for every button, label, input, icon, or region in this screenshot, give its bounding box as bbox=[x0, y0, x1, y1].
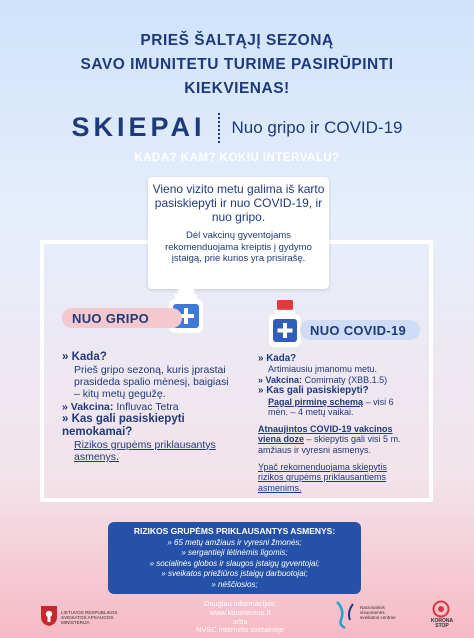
footer-info bbox=[190, 600, 290, 635]
risk-groups-box bbox=[108, 522, 361, 594]
chevron-icon: » bbox=[62, 412, 69, 425]
chevron-icon: » bbox=[258, 374, 264, 385]
updated-vaccine-text: – skiepytis gali visi 5 m. amžiaus ir vyresni asmenys. bbox=[258, 434, 401, 455]
flu-vaccine-label: Vakcina: bbox=[70, 400, 114, 413]
covid-details bbox=[258, 353, 413, 493]
flu-who-heading: Kas gali pasiskiepyti nemokamai? bbox=[62, 412, 185, 438]
ministry-name: LIETUVOS RESPUBLIKOS SVEIKATOS APSAUGOS MINISTERIJA bbox=[61, 610, 118, 626]
chevron-icon: » bbox=[258, 353, 264, 364]
risk-group-item: » sergantieji lėtinėmis ligomis; bbox=[181, 548, 288, 557]
covid-section-label: NUO COVID-19 bbox=[300, 320, 420, 340]
flu-details bbox=[62, 351, 234, 463]
updated-vaccine-link[interactable]: Atnaujintos COVID-19 vakcinos viena doze bbox=[258, 423, 393, 445]
risk-group-item: » socialinės globos ir slaugos įstaigų gyventojai; bbox=[149, 558, 320, 568]
title-line-3: KIEKVIENAS! bbox=[184, 80, 290, 97]
korona-stop-name: KORONA STOP bbox=[430, 618, 454, 630]
info-card bbox=[148, 177, 329, 289]
covid-vaccine-vial-icon bbox=[265, 298, 305, 348]
risk-groups-title: RIZIKOS GRUPĖMS PRIKLAUSANTYS ASMENYS: bbox=[133, 526, 336, 536]
nvsc-logo bbox=[333, 600, 357, 630]
hero-subtitle: Nuo gripo ir COVID-19 bbox=[231, 117, 403, 137]
primary-schedule-link[interactable]: Pagal pirminę schemą bbox=[268, 396, 364, 407]
footer-line-1: Daugiau informacijos: bbox=[203, 599, 277, 608]
chevron-icon: » bbox=[62, 351, 69, 363]
hero bbox=[0, 112, 474, 143]
korona-stop-logo bbox=[432, 600, 450, 618]
footer-website-link[interactable]: www.koronastop.lt bbox=[209, 607, 271, 617]
chevron-icon: » bbox=[62, 400, 68, 413]
flu-who-link[interactable]: Rizikos grupėms priklausantys asmenys. bbox=[74, 438, 216, 464]
ministry-coat-of-arms-logo bbox=[40, 605, 58, 627]
covid-who-heading: Kas gali pasiskiepyti? bbox=[266, 385, 369, 397]
flu-vaccine-value: Influvac Tetra bbox=[116, 400, 179, 413]
hero-title: SKIEPAI bbox=[71, 112, 206, 142]
covid-vaccine-label: Vakcina: bbox=[265, 374, 303, 385]
risk-group-item: » nėščiosios; bbox=[211, 579, 258, 589]
info-card-main: Vieno vizito metu galima iš karto pasiskiepyti ir nuo COVID-19, ir nuo gripo. bbox=[152, 182, 325, 224]
title-line-2: SAVO IMUNITETU TURIME PASIRŪPINTI bbox=[80, 56, 394, 73]
footer-line-4: NVSC interneto svetainėje bbox=[196, 625, 284, 635]
flu-when-heading: Kada? bbox=[71, 351, 107, 363]
questions-banner: KADA? KAM? KOKIU INTERVALU? bbox=[134, 152, 340, 164]
hero-divider bbox=[218, 113, 220, 143]
nvsc-name: Nacionalinis visuomenės sveikatos centras bbox=[360, 605, 396, 621]
info-card-note: Dėl vakcinų gyventojams rekomenduojama kreiptis į gydymo įstaigą, prie kurios yra prisirašę. bbox=[165, 230, 312, 264]
footer-line-3: arba bbox=[232, 616, 248, 626]
chevron-icon: » bbox=[258, 385, 264, 397]
risk-group-item: » sveikatos priežiūros įstaigų darbuotojai; bbox=[161, 569, 308, 578]
title-line-1: PRIEŠ ŠALTĄJĮ SEZONĄ bbox=[140, 32, 334, 49]
flu-section-label: NUO GRIPO bbox=[62, 308, 182, 328]
covid-when-text: Artimiausiu įmanomu metu. bbox=[268, 364, 378, 375]
risk-group-recommendation-link[interactable]: Ypač rekomenduojama skiepytis rizikos grupėms priklausantiems asmenims. bbox=[258, 461, 387, 493]
covid-vaccine-value: Comirnaty (XBB.1.5) bbox=[304, 374, 388, 385]
flu-when-text: Prieš gripo sezoną, kuris įprastai prasideda spalio mėnesį, baigiasi – kitų metų gegužę. bbox=[74, 364, 229, 401]
risk-group-item: » 65 metų amžiaus ir vyresni žmonės; bbox=[167, 537, 302, 547]
primary-schedule-text: – visi 6 mėn. – 4 metų vaikai. bbox=[268, 396, 394, 418]
covid-when-heading: Kada? bbox=[266, 353, 297, 364]
